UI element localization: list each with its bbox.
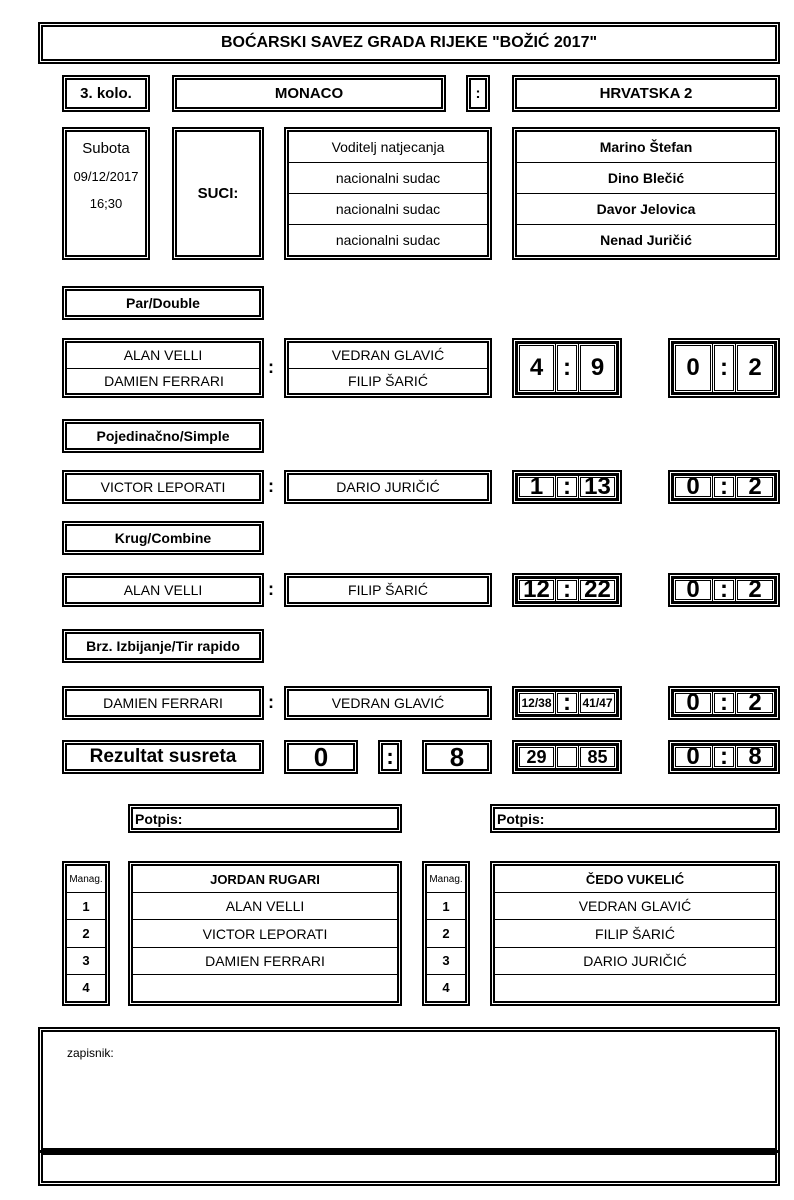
score-away: 22 bbox=[580, 580, 615, 600]
total-home: 29 bbox=[519, 747, 554, 767]
away-roster-numbers bbox=[422, 861, 470, 1006]
player: VEDRAN GLAVIĆ bbox=[331, 347, 445, 364]
date-box bbox=[62, 127, 150, 260]
away-player-simple: DARIO JURIČIĆ bbox=[284, 470, 492, 504]
home-player-combine: ALAN VELLI bbox=[62, 573, 264, 607]
home-player-simple: VICTOR LEPORATI bbox=[62, 470, 264, 504]
manager-label: Manag. bbox=[69, 873, 103, 885]
result-away: 8 bbox=[422, 740, 492, 774]
row-number: 4 bbox=[427, 974, 465, 1001]
separator: : bbox=[557, 345, 577, 391]
roster-player: DAMIEN FERRARI bbox=[133, 947, 397, 974]
score-away: 41/47 bbox=[580, 693, 615, 713]
separator: : bbox=[714, 693, 734, 713]
player: ALAN VELLI bbox=[123, 347, 203, 364]
time: 16;30 bbox=[89, 196, 123, 211]
points-home: 0 bbox=[675, 580, 711, 600]
row-number: 1 bbox=[427, 892, 465, 919]
row-number: 3 bbox=[427, 947, 465, 974]
home-roster bbox=[128, 861, 402, 1006]
away-manager: ČEDO VUKELIĆ bbox=[585, 871, 685, 887]
date: 09/12/2017 bbox=[73, 169, 139, 184]
score-home: 4 bbox=[519, 345, 554, 391]
away-team: HRVATSKA 2 bbox=[512, 75, 780, 112]
player: DAMIEN FERRARI bbox=[67, 368, 259, 394]
official-role: Voditelj natjecanja bbox=[331, 139, 445, 155]
official-name: Dino Blečić bbox=[517, 162, 775, 193]
report-title: BOĆARSKI SAVEZ GRADA RIJEKE "BOŽIĆ 2017" bbox=[38, 22, 780, 64]
points-away: 8 bbox=[737, 747, 773, 767]
official-role: nacionalni sudac bbox=[289, 193, 487, 224]
match-label-combine: Krug/Combine bbox=[62, 521, 264, 555]
away-player-rapid: VEDRAN GLAVIĆ bbox=[284, 686, 492, 720]
points-home: 0 bbox=[675, 747, 711, 767]
roster-player: VEDRAN GLAVIĆ bbox=[495, 892, 775, 919]
score-home: 1 bbox=[519, 477, 554, 497]
row-number: 1 bbox=[67, 892, 105, 919]
points-home: 0 bbox=[675, 477, 711, 497]
score-double bbox=[512, 338, 622, 398]
match-label-simple: Pojedinačno/Simple bbox=[62, 419, 264, 453]
away-player-combine: FILIP ŠARIĆ bbox=[284, 573, 492, 607]
score-simple bbox=[512, 470, 622, 504]
separator: : bbox=[268, 476, 274, 496]
separator: : bbox=[268, 692, 274, 712]
score-away: 9 bbox=[580, 345, 615, 391]
points-home: 0 bbox=[675, 693, 711, 713]
row-number: 2 bbox=[67, 919, 105, 946]
home-players-double bbox=[62, 338, 264, 398]
result-home: 0 bbox=[284, 740, 358, 774]
notes-label: zapisnik: bbox=[67, 1046, 114, 1060]
separator: : bbox=[557, 580, 577, 600]
separator: : bbox=[714, 345, 734, 391]
official-names bbox=[512, 127, 780, 260]
match-label-double: Par/Double bbox=[62, 286, 264, 320]
roster-player: FILIP ŠARIĆ bbox=[495, 919, 775, 946]
points-simple bbox=[668, 470, 780, 504]
blank-cell bbox=[557, 747, 577, 767]
away-players-double bbox=[284, 338, 492, 398]
match-label-rapid: Brz. Izbijanje/Tir rapido bbox=[62, 629, 264, 663]
round: 3. kolo. bbox=[62, 75, 150, 112]
separator: : bbox=[714, 477, 734, 497]
roster-player: DARIO JURIČIĆ bbox=[495, 947, 775, 974]
separator: : bbox=[378, 740, 402, 774]
notes-field[interactable] bbox=[38, 1027, 780, 1153]
away-signature-field[interactable]: Potpis: bbox=[490, 804, 780, 833]
points-double bbox=[668, 338, 780, 398]
score-rapid bbox=[512, 686, 622, 720]
row-number: 4 bbox=[67, 974, 105, 1001]
result-totals bbox=[512, 740, 622, 774]
separator: : bbox=[557, 693, 577, 713]
roster-player: ALAN VELLI bbox=[133, 892, 397, 919]
separator: : bbox=[714, 747, 734, 767]
home-manager: JORDAN RUGARI bbox=[210, 871, 320, 887]
separator: : bbox=[268, 579, 274, 599]
judges-label: SUCI: bbox=[172, 127, 264, 260]
official-role: nacionalni sudac bbox=[289, 162, 487, 193]
official-roles bbox=[284, 127, 492, 260]
footer-box bbox=[38, 1150, 780, 1186]
score-home: 12/38 bbox=[519, 693, 554, 713]
away-roster bbox=[490, 861, 780, 1006]
row-number: 2 bbox=[427, 919, 465, 946]
score-combine bbox=[512, 573, 622, 607]
points-away: 2 bbox=[737, 693, 773, 713]
official-name: Nenad Juričić bbox=[517, 224, 775, 255]
official-name: Marino Štefan bbox=[599, 139, 693, 155]
home-team: MONACO bbox=[172, 75, 446, 112]
day: Subota bbox=[82, 140, 130, 157]
team-separator: : bbox=[466, 75, 490, 112]
player: FILIP ŠARIĆ bbox=[289, 368, 487, 394]
score-away: 13 bbox=[580, 477, 615, 497]
points-away: 2 bbox=[737, 580, 773, 600]
points-away: 2 bbox=[737, 345, 773, 391]
points-rapid bbox=[668, 686, 780, 720]
separator: : bbox=[268, 357, 274, 377]
home-roster-numbers bbox=[62, 861, 110, 1006]
roster-player bbox=[495, 974, 775, 1001]
home-signature-field[interactable]: Potpis: bbox=[128, 804, 402, 833]
result-label: Rezultat susreta bbox=[62, 740, 264, 774]
manager-label: Manag. bbox=[429, 873, 463, 885]
separator: : bbox=[714, 580, 734, 600]
official-role: nacionalni sudac bbox=[289, 224, 487, 255]
roster-player bbox=[133, 974, 397, 1001]
home-player-rapid: DAMIEN FERRARI bbox=[62, 686, 264, 720]
separator: : bbox=[557, 477, 577, 497]
row-number: 3 bbox=[67, 947, 105, 974]
points-home: 0 bbox=[675, 345, 711, 391]
score-home: 12 bbox=[519, 580, 554, 600]
result-points bbox=[668, 740, 780, 774]
official-name: Davor Jelovica bbox=[517, 193, 775, 224]
points-combine bbox=[668, 573, 780, 607]
roster-player: VICTOR LEPORATI bbox=[133, 919, 397, 946]
points-away: 2 bbox=[737, 477, 773, 497]
total-away: 85 bbox=[580, 747, 615, 767]
